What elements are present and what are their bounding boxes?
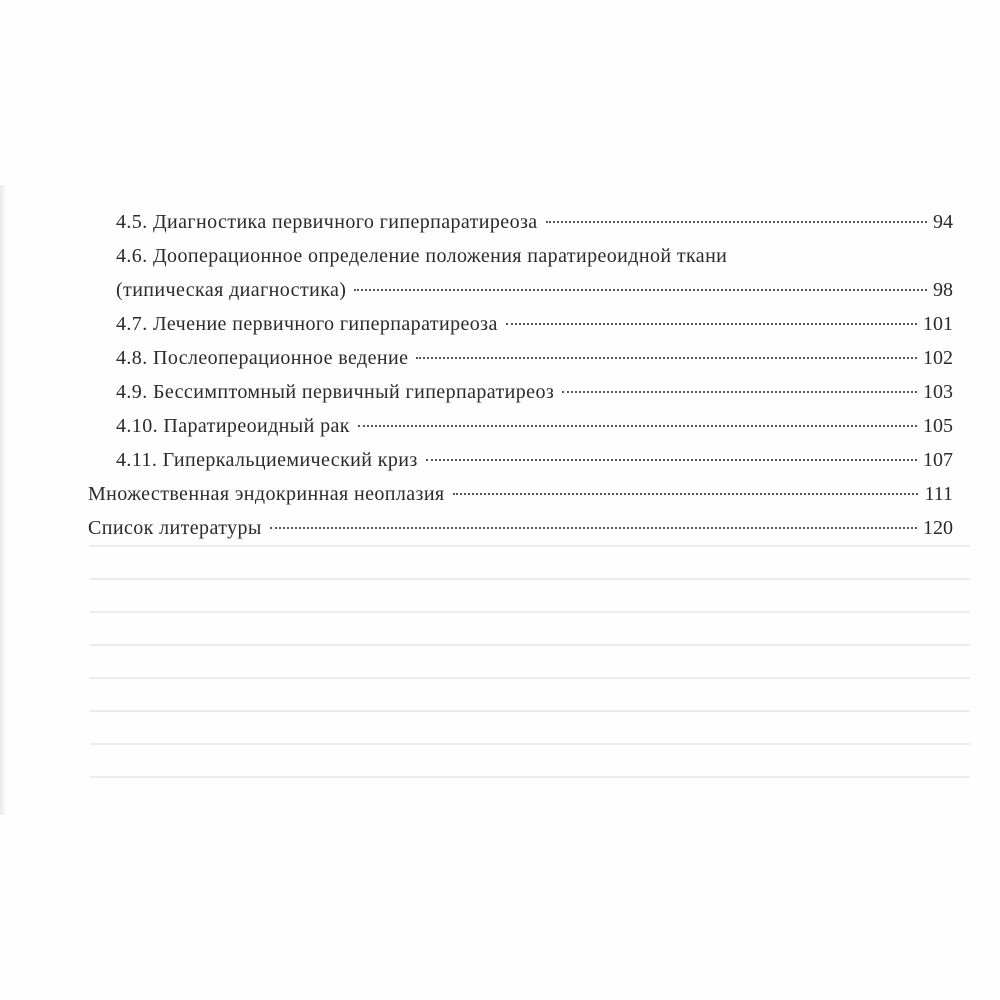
toc-leader-dots — [546, 220, 927, 223]
toc-entry-label: 4.5. Диагностика первичного гиперпаратиреоза — [116, 211, 538, 233]
toc-entry-4-5 — [88, 205, 953, 239]
toc-entry-4-6 — [88, 239, 953, 273]
toc-entry-label: 4.9. Бессимптомный первичный гиперпаратиреоз — [116, 381, 555, 403]
toc-entry-4-8 — [88, 341, 953, 375]
toc-entry-men — [88, 477, 953, 511]
toc-entry-label: 4.10. Паратиреоидный рак — [116, 415, 350, 437]
toc-entry-label: (типическая диагностика) — [116, 279, 347, 301]
toc-entry-4-11 — [88, 443, 953, 477]
toc-entry-label: 4.8. Послеоперационное ведение — [116, 347, 409, 369]
toc-entry-label: 4.7. Лечение первичного гиперпаратиреоза — [116, 313, 498, 335]
toc-entry-label: Список литературы — [88, 517, 262, 539]
toc-leader-dots — [562, 390, 917, 393]
toc-entry-page: 94 — [933, 211, 953, 233]
toc-entry-label: Множественная эндокринная неоплазия — [88, 483, 445, 505]
toc-leader-dots — [453, 492, 919, 495]
toc-entry-references — [88, 511, 953, 545]
table-of-contents — [88, 205, 953, 545]
toc-leader-dots — [270, 526, 917, 529]
bleed-through-text — [90, 545, 970, 805]
toc-entry-page: 101 — [923, 313, 953, 335]
toc-entry-page: 103 — [923, 381, 953, 403]
paper-edge-shadow — [0, 185, 6, 815]
toc-leader-dots — [358, 424, 917, 427]
toc-leader-dots — [416, 356, 917, 359]
toc-entry-4-7 — [88, 307, 953, 341]
toc-entry-4-6-continued — [88, 273, 953, 307]
toc-entry-page: 111 — [924, 483, 953, 505]
toc-entry-page: 102 — [923, 347, 953, 369]
toc-leader-dots — [354, 288, 927, 291]
toc-entry-page: 105 — [923, 415, 953, 437]
toc-leader-dots — [506, 322, 917, 325]
toc-leader-dots — [426, 458, 917, 461]
toc-entry-4-9 — [88, 375, 953, 409]
toc-entry-label: 4.6. Дооперационное определение положения паратиреоидной ткани — [116, 245, 728, 267]
toc-entry-page: 107 — [923, 449, 953, 471]
toc-entry-label: 4.11. Гиперкальциемический криз — [116, 449, 418, 471]
toc-entry-page: 120 — [923, 517, 953, 539]
toc-entry-page: 98 — [933, 279, 953, 301]
toc-entry-4-10 — [88, 409, 953, 443]
